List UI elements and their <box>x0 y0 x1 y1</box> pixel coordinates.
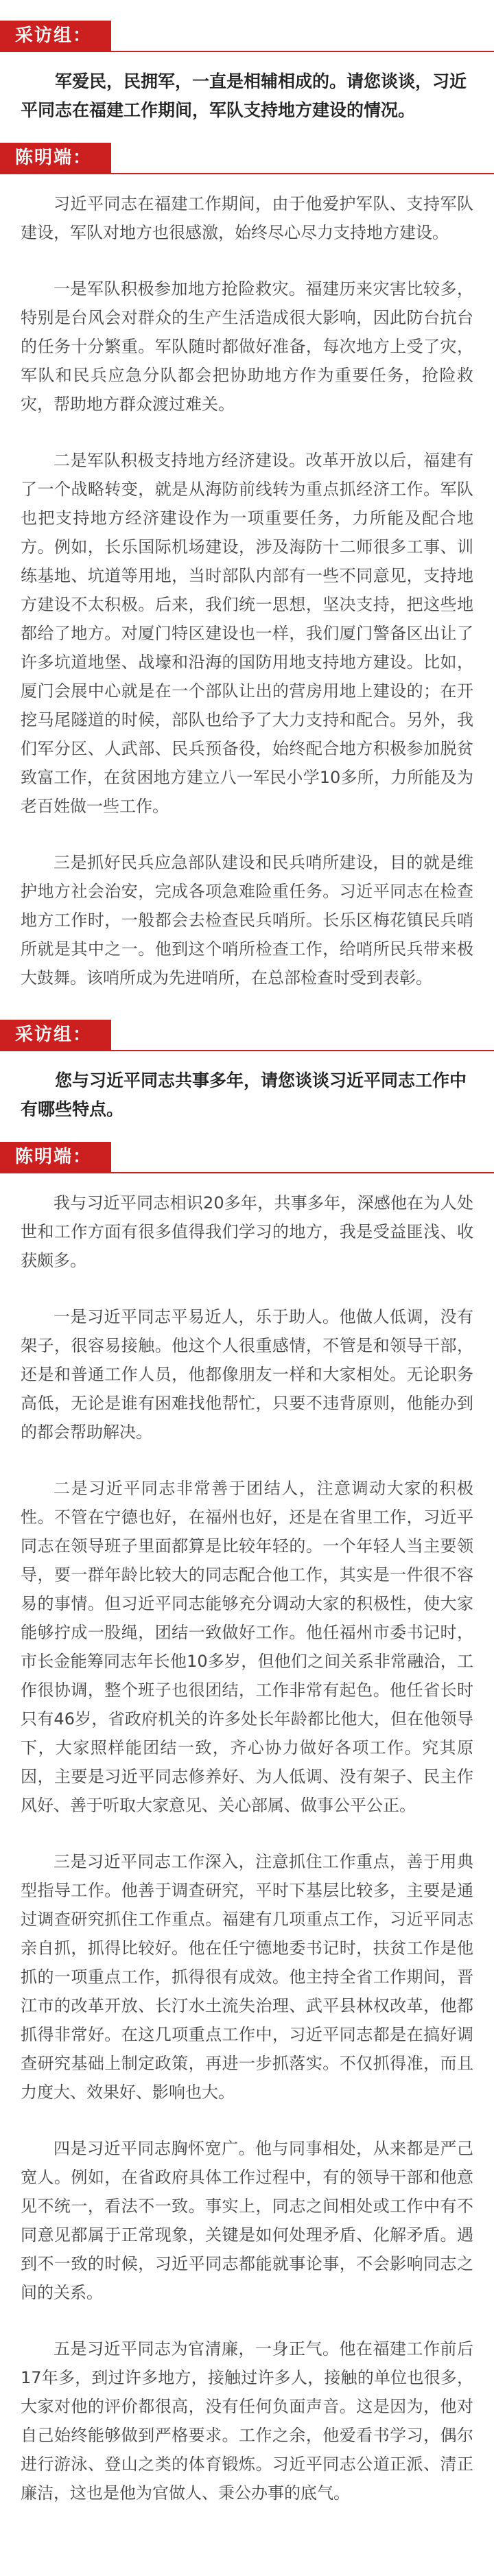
question-text: 您与习近平同志共事多年，请您谈谈习近平同志工作中有哪些特点。 <box>21 1070 467 1119</box>
speaker-label-interviewer: 采访组： <box>0 1020 111 1050</box>
interview-question-2 <box>0 1020 494 1124</box>
interview-question-1 <box>0 21 494 125</box>
label-divider <box>0 1050 494 1051</box>
interview-answer-2 <box>0 1142 494 2507</box>
answer-paragraph: 二是习近平同志非常善于团结人，注意调动大家的积极性。不管在宁德也好，在福州也好，还是在省里工作，习近平同志在领导班子里面都算是比较年轻的。一个年轻人当主要领导，要一群年龄比较大的同志配合他工作，其实是一件很不容易的事情。但习近平同志能够充分调动大家的积极性，使大家能够拧成一股绳，团结一致做好工作。他任福州市委书记时，市长金能筹同志年长他10多岁，但他们之间关系非常融洽，工作很协调，整个班子也很团结，工作非常有起色。他任省长时只有46岁，省政府机关的许多处长年龄都比他大，但在他领导下，大家照样能团结一致，齐心协力做好各项工作。究其原因，主要是习近平同志修养好、为人低调、没有架子、民主作风好、善于听取大家意见、关心部属、做事公平公正。 <box>21 1479 473 1815</box>
speaker-label-wrap <box>0 1020 494 1051</box>
interview-answer-1 <box>0 143 494 992</box>
answer-paragraph: 三是抓好民兵应急部队建设和民兵哨所建设，目的就是维护地方社会治安，完成各项急难险重任务。习近平同志在检查地方工作时，一般都会去检查民兵哨所。长乐区梅花镇民兵哨所就是其中之一。他到这个哨所检查工作，给哨所民兵带来极大鼓舞。该哨所成为先进哨所，在总部检查时受到表彰。 <box>21 853 473 987</box>
answer-paragraph: 一是习近平同志平易近人，乐于助人。他做人低调，没有架子，很容易接触。他这个人很重感情，不管是和领导干部，还是和普通工作人员，他都像朋友一样和大家相处。无论职务高低，无论是谁有困难找他帮忙，只要不违背原则，他能办到的都会帮助解决。 <box>21 1307 473 1442</box>
answer-paragraph: 四是习近平同志胸怀宽广。他与同事相处，从来都是严己宽人。例如，在省政府具体工作过程中，有的领导干部和他意见不统一，看法不一致。事实上，同志之间相处或工作中有不同意见都属于正常现象，关键是如何处理矛盾、化解矛盾。遇到不一致的时候，习近平同志都能就事论事，不会影响同志之间的关系。 <box>21 2139 473 2302</box>
speaker-label-wrap <box>0 143 494 174</box>
label-divider <box>0 1172 494 1173</box>
answer-paragraph: 二是军队积极支持地方经济建设。改革开放以后，福建有了一个战略转变，就是从海防前线转为重点抓经济工作。军队也把支持地方经济建设作为一项重要任务，力所能及配合地方。例如，长乐国际机场建设，涉及海防十二师很多工事、训练基地、坑道等用地，当时部队内部有一些不同意见，支持地方建设不太积极。后来，我们统一思想，坚决支持，把这些地都给了地方。对厦门特区建设也一样，我们厦门警备区出让了许多坑道地堡、战壕和沿海的国防用地支持地方建设。比如，厦门会展中心就是在一个部队让出的营房用地上建设的；在开挖马尾隧道的时候，部队也给予了大力支持和配合。另外，我们军分区、人武部、民兵预备役，始终配合地方积极参加脱贫致富工作，在贫困地方建立八一军民小学10多所，力所能及为老百姓做一些工作。 <box>21 451 473 816</box>
question-text: 军爱民，民拥军，一直是相辅相成的。请您谈谈，习近平同志在福建工作期间，军队支持地方建设的情况。 <box>21 71 467 120</box>
label-divider <box>0 51 494 52</box>
speaker-label-wrap <box>0 1142 494 1173</box>
answer-paragraph: 一是军队积极参加地方抢险救灾。福建历来灾害比较多，特别是台风会对群众的生产生活造成很大影响，因此防台抗台的任务十分繁重。军队随时都做好准备，每次地方上受了灾，军队和民兵应急分队都会把协助地方作为重要任务，抢险救灾，帮助地方群众渡过难关。 <box>21 279 473 414</box>
answer-paragraph: 我与习近平同志相识20多年，共事多年，深感他在为人处世和工作方面有很多值得我们学习的地方，我是受益匪浅、收获颇多。 <box>21 1193 473 1270</box>
speaker-label-wrap <box>0 21 494 52</box>
speaker-label-respondent: 陈明端： <box>0 143 111 173</box>
speaker-label-respondent: 陈明端： <box>0 1142 111 1172</box>
label-divider <box>0 173 494 174</box>
answer-paragraph: 五是习近平同志为官清廉，一身正气。他在福建工作前后17年多，到过许多地方，接触过许多人，接触的单位也很多，大家对他的评价都很高，没有任何负面声音。这是因为，他对自己始终能够做到严格要求。工作之余，他爱看书学习，偶尔进行游泳、登山之类的体育锻炼。习近平同志公道正派、清正廉洁，这也是他为官做人、秉公办事的底气。 <box>21 2339 473 2503</box>
speaker-label-interviewer: 采访组： <box>0 21 111 51</box>
answer-paragraph: 习近平同志在福建工作期间，由于他爱护军队、支持军队建设，军队对地方也很感激，始终尽心尽力支持地方建设。 <box>21 194 473 242</box>
answer-paragraph: 三是习近平同志工作深入，注意抓住工作重点，善于用典型指导工作。他善于调查研究，平时下基层比较多，主要是通过调查研究抓住工作重点。福建有几项重点工作，习近平同志亲自抓，抓得比较好。他在任宁德地委书记时，扶贫工作是他抓的一项重点工作，抓得很有成效。他主持全省工作期间，晋江市的改革开放、长汀水土流失治理、武平县林权改革，他都抓得非常好。在这几项重点工作中，习近平同志都是在搞好调查研究基础上制定政策，再进一步抓落实。不仅抓得准，而且力度大、效果好、影响也大。 <box>21 1852 473 2102</box>
